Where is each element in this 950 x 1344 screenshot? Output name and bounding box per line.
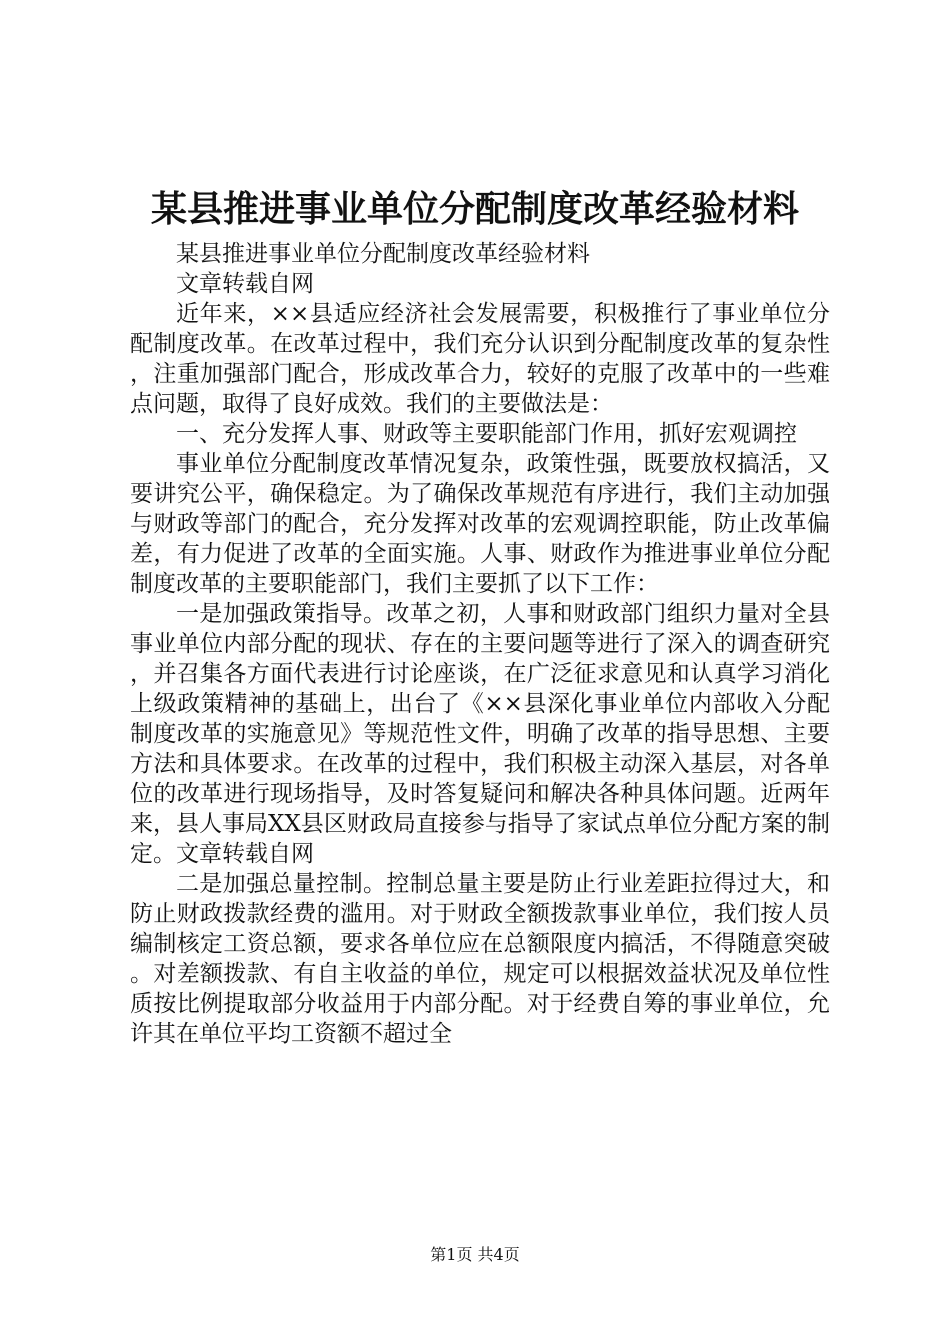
page-number-footer: 第1页 共4页 — [430, 1245, 520, 1264]
paragraph-body-2: 一是加强政策指导。改革之初，人事和财政部门组织力量对全县事业单位内部分配的现状、存在的主要问题等进行了深入的调查研究，并召集各方面代表进行讨论座谈，在广泛征求意见和认真学习消化上级政策精神的基础上，出台了《××县深化事业单位内部收入分配制度改革的实施意见》等规范性文件，明确了改革的指导思想、主要方法和具体要求。在改革的过程中，我们积极主动深入基层，对各单位的改革进行现场指导，及时答复疑问和解决各种具体问题。近两年来，县人事局XX县区财政局直接参与指导了家试点单位分配方案的制定。文章转载自网 — [130, 601, 830, 867]
paragraph-heading-1: 一、充分发挥人事、财政等主要职能部门作用，抓好宏观调控 — [176, 421, 797, 447]
document-title: 某县推进事业单位分配制度改革经验材料 — [150, 189, 799, 230]
paragraph-intro: 近年来，××县适应经济社会发展需要，积极推行了事业单位分配制度改革。在改革过程中，我们充分认识到分配制度改革的复杂性，注重加强部门配合，形成改革合力，较好的克服了改革中的一些难点问题，取得了良好成效。我们的主要做法是： — [130, 301, 830, 417]
paragraph-subtitle: 某县推进事业单位分配制度改革经验材料 — [176, 241, 590, 267]
paragraph-source: 文章转载自网 — [176, 271, 314, 297]
paragraph-body-1: 事业单位分配制度改革情况复杂，政策性强，既要放权搞活，又要讲究公平，确保稳定。为了确保改革规范有序进行，我们主动加强与财政等部门的配合，充分发挥对改革的宏观调控职能，防止改革偏差，有力促进了改革的全面实施。人事、财政作为推进事业单位分配制度改革的主要职能部门，我们主要抓了以下工作： — [130, 451, 830, 597]
paragraph-body-3: 二是加强总量控制。控制总量主要是防止行业差距拉得过大，和防止财政拨款经费的滥用。对于财政全额拨款事业单位，我们按人员编制核定工资总额，要求各单位应在总额限度内搞活，不得随意突破。对差额拨款、有自主收益的单位，规定可以根据效益状况及单位性质按比例提取部分收益用于内部分配。对于经费自筹的事业单位，允许其在单位平均工资额不超过全 — [130, 871, 830, 1047]
document-body — [130, 239, 830, 1049]
